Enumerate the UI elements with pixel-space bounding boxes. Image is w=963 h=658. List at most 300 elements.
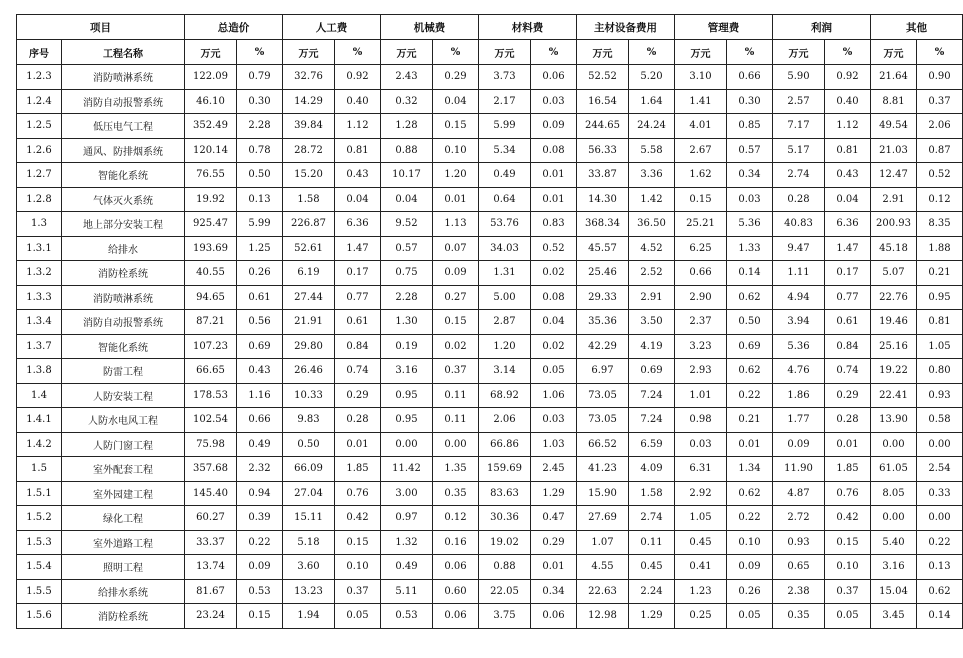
cell-material-percent: 0.09	[531, 114, 577, 139]
cell-total-amount: 122.09	[185, 65, 237, 90]
cell-total-amount: 33.37	[185, 530, 237, 555]
cell-seq: 1.4.2	[17, 432, 62, 457]
cell-total-percent: 0.69	[237, 334, 283, 359]
cell-equipment-percent: 1.42	[629, 187, 675, 212]
cell-labor-percent: 0.42	[335, 506, 381, 531]
table-body	[17, 65, 963, 629]
cell-other-amount: 0.00	[871, 432, 917, 457]
cell-labor-percent: 0.77	[335, 285, 381, 310]
group-header-row	[17, 15, 963, 40]
cell-management-percent: 0.10	[727, 530, 773, 555]
cell-profit-amount: 0.93	[773, 530, 825, 555]
cell-management-percent: 0.85	[727, 114, 773, 139]
cell-equipment-percent: 24.24	[629, 114, 675, 139]
cell-machine-percent: 0.00	[433, 432, 479, 457]
cell-management-amount: 3.23	[675, 334, 727, 359]
cell-machine-amount: 2.43	[381, 65, 433, 90]
cell-equipment-amount: 27.69	[577, 506, 629, 531]
cell-equipment-percent: 5.20	[629, 65, 675, 90]
cell-profit-amount: 1.86	[773, 383, 825, 408]
cell-labor-percent: 0.74	[335, 359, 381, 384]
cell-machine-amount: 0.00	[381, 432, 433, 457]
cell-total-percent: 0.66	[237, 408, 283, 433]
cell-profit-percent: 0.74	[825, 359, 871, 384]
cell-seq: 1.2.8	[17, 187, 62, 212]
cell-equipment-amount: 1.07	[577, 530, 629, 555]
cell-material-percent: 0.03	[531, 89, 577, 114]
cell-equipment-amount: 52.52	[577, 65, 629, 90]
cell-management-amount: 1.01	[675, 383, 727, 408]
cell-other-percent: 0.14	[917, 604, 963, 629]
cell-total-amount: 87.21	[185, 310, 237, 335]
cell-machine-percent: 0.10	[433, 138, 479, 163]
cell-equipment-percent: 2.52	[629, 261, 675, 286]
cell-labor-percent: 0.28	[335, 408, 381, 433]
cell-other-percent: 0.80	[917, 359, 963, 384]
header-unit-percent: %	[629, 40, 675, 65]
cell-profit-percent: 0.92	[825, 65, 871, 90]
cell-profit-amount: 5.36	[773, 334, 825, 359]
cell-machine-percent: 0.12	[433, 506, 479, 531]
cell-management-amount: 0.45	[675, 530, 727, 555]
cell-total-amount: 13.74	[185, 555, 237, 580]
table-row	[17, 138, 963, 163]
cell-total-percent: 5.99	[237, 212, 283, 237]
cell-total-amount: 925.47	[185, 212, 237, 237]
cell-total-amount: 40.55	[185, 261, 237, 286]
cell-labor-amount: 27.44	[283, 285, 335, 310]
cell-profit-percent: 0.42	[825, 506, 871, 531]
cell-profit-amount: 11.90	[773, 457, 825, 482]
cell-machine-amount: 0.95	[381, 383, 433, 408]
cell-material-amount: 0.64	[479, 187, 531, 212]
cell-material-percent: 0.02	[531, 334, 577, 359]
cell-profit-percent: 0.37	[825, 579, 871, 604]
table-row	[17, 555, 963, 580]
cell-profit-amount: 5.17	[773, 138, 825, 163]
cell-material-percent: 0.01	[531, 187, 577, 212]
cell-other-percent: 0.21	[917, 261, 963, 286]
cell-equipment-percent: 5.58	[629, 138, 675, 163]
cell-equipment-percent: 2.74	[629, 506, 675, 531]
cell-seq: 1.2.6	[17, 138, 62, 163]
cell-management-amount: 2.90	[675, 285, 727, 310]
table-row	[17, 285, 963, 310]
table-row	[17, 481, 963, 506]
cell-material-amount: 83.63	[479, 481, 531, 506]
cell-other-amount: 22.76	[871, 285, 917, 310]
cell-other-amount: 25.16	[871, 334, 917, 359]
cell-management-amount: 6.25	[675, 236, 727, 261]
cell-labor-percent: 0.17	[335, 261, 381, 286]
cell-equipment-percent: 6.59	[629, 432, 675, 457]
cell-machine-percent: 0.09	[433, 261, 479, 286]
cell-management-percent: 0.62	[727, 359, 773, 384]
cell-total-amount: 94.65	[185, 285, 237, 310]
cell-machine-amount: 1.32	[381, 530, 433, 555]
cell-other-amount: 61.05	[871, 457, 917, 482]
cell-profit-percent: 1.12	[825, 114, 871, 139]
cell-management-amount: 1.05	[675, 506, 727, 531]
cell-machine-amount: 1.28	[381, 114, 433, 139]
cell-project-name: 智能化系统	[62, 163, 185, 188]
cell-labor-amount: 10.33	[283, 383, 335, 408]
table-row	[17, 604, 963, 629]
cell-labor-percent: 0.37	[335, 579, 381, 604]
cell-other-percent: 0.81	[917, 310, 963, 335]
cell-machine-percent: 1.20	[433, 163, 479, 188]
cell-profit-amount: 40.83	[773, 212, 825, 237]
cell-machine-percent: 0.11	[433, 383, 479, 408]
cell-profit-amount: 3.94	[773, 310, 825, 335]
cell-material-percent: 1.29	[531, 481, 577, 506]
cell-other-amount: 49.54	[871, 114, 917, 139]
cell-total-percent: 0.22	[237, 530, 283, 555]
cell-other-amount: 5.40	[871, 530, 917, 555]
cell-seq: 1.3.4	[17, 310, 62, 335]
cell-labor-amount: 27.04	[283, 481, 335, 506]
cell-other-amount: 2.91	[871, 187, 917, 212]
cell-total-percent: 0.61	[237, 285, 283, 310]
cell-profit-percent: 6.36	[825, 212, 871, 237]
cell-management-amount: 2.93	[675, 359, 727, 384]
cell-profit-percent: 0.15	[825, 530, 871, 555]
cell-machine-amount: 0.49	[381, 555, 433, 580]
cell-other-amount: 3.45	[871, 604, 917, 629]
cell-labor-percent: 1.47	[335, 236, 381, 261]
cell-machine-amount: 0.19	[381, 334, 433, 359]
cell-equipment-amount: 35.36	[577, 310, 629, 335]
cell-seq: 1.5	[17, 457, 62, 482]
cell-profit-percent: 0.17	[825, 261, 871, 286]
cell-management-percent: 0.22	[727, 383, 773, 408]
cell-management-amount: 6.31	[675, 457, 727, 482]
cell-labor-percent: 0.76	[335, 481, 381, 506]
cell-equipment-percent: 4.52	[629, 236, 675, 261]
header-equipment-cost: 主材设备费用	[577, 15, 675, 40]
cell-management-percent: 0.03	[727, 187, 773, 212]
cell-labor-percent: 0.84	[335, 334, 381, 359]
cell-labor-percent: 0.04	[335, 187, 381, 212]
cell-management-amount: 2.67	[675, 138, 727, 163]
cell-machine-percent: 0.15	[433, 114, 479, 139]
cell-labor-percent: 0.01	[335, 432, 381, 457]
cell-equipment-amount: 244.65	[577, 114, 629, 139]
cell-profit-amount: 1.11	[773, 261, 825, 286]
cell-labor-amount: 14.29	[283, 89, 335, 114]
cell-management-amount: 25.21	[675, 212, 727, 237]
cell-material-amount: 5.00	[479, 285, 531, 310]
cell-profit-percent: 0.04	[825, 187, 871, 212]
cell-project-name: 防雷工程	[62, 359, 185, 384]
cell-machine-percent: 0.02	[433, 334, 479, 359]
cell-equipment-percent: 4.09	[629, 457, 675, 482]
cell-total-percent: 0.13	[237, 187, 283, 212]
cell-project-name: 给排水系统	[62, 579, 185, 604]
header-project-name: 工程名称	[62, 40, 185, 65]
header-unit-amount: 万元	[675, 40, 727, 65]
cell-management-percent: 0.21	[727, 408, 773, 433]
cell-equipment-amount: 22.63	[577, 579, 629, 604]
cell-equipment-amount: 73.05	[577, 383, 629, 408]
cell-total-percent: 0.49	[237, 432, 283, 457]
cell-other-percent: 0.13	[917, 555, 963, 580]
cell-labor-percent: 0.92	[335, 65, 381, 90]
cell-equipment-amount: 41.23	[577, 457, 629, 482]
cell-profit-percent: 1.47	[825, 236, 871, 261]
cell-other-amount: 22.41	[871, 383, 917, 408]
cell-profit-amount: 2.38	[773, 579, 825, 604]
header-unit-percent: %	[917, 40, 963, 65]
cell-other-percent: 1.05	[917, 334, 963, 359]
cell-material-percent: 0.08	[531, 285, 577, 310]
cell-material-amount: 3.14	[479, 359, 531, 384]
cell-total-percent: 0.50	[237, 163, 283, 188]
cell-other-percent: 0.33	[917, 481, 963, 506]
cell-total-amount: 107.23	[185, 334, 237, 359]
cell-profit-amount: 4.76	[773, 359, 825, 384]
cell-project-name: 消防自动报警系统	[62, 310, 185, 335]
cell-labor-amount: 5.18	[283, 530, 335, 555]
cell-total-amount: 145.40	[185, 481, 237, 506]
cell-labor-amount: 39.84	[283, 114, 335, 139]
cell-total-percent: 0.39	[237, 506, 283, 531]
cell-management-amount: 2.92	[675, 481, 727, 506]
cell-equipment-amount: 45.57	[577, 236, 629, 261]
cell-material-amount: 2.06	[479, 408, 531, 433]
cell-other-percent: 0.87	[917, 138, 963, 163]
cell-project-name: 照明工程	[62, 555, 185, 580]
cell-equipment-amount: 29.33	[577, 285, 629, 310]
cell-management-amount: 2.37	[675, 310, 727, 335]
cell-total-amount: 76.55	[185, 163, 237, 188]
cell-management-amount: 0.41	[675, 555, 727, 580]
cell-total-percent: 0.26	[237, 261, 283, 286]
cell-equipment-amount: 6.97	[577, 359, 629, 384]
cell-seq: 1.2.5	[17, 114, 62, 139]
cell-other-amount: 200.93	[871, 212, 917, 237]
header-unit-percent: %	[531, 40, 577, 65]
cell-material-percent: 2.45	[531, 457, 577, 482]
cell-machine-amount: 2.28	[381, 285, 433, 310]
cell-seq: 1.2.3	[17, 65, 62, 90]
cell-equipment-amount: 42.29	[577, 334, 629, 359]
cell-management-percent: 0.30	[727, 89, 773, 114]
header-machine-cost: 机械费	[381, 15, 479, 40]
header-unit-percent: %	[727, 40, 773, 65]
cell-machine-amount: 0.95	[381, 408, 433, 433]
cell-other-amount: 21.03	[871, 138, 917, 163]
cell-management-amount: 0.98	[675, 408, 727, 433]
cell-management-percent: 0.01	[727, 432, 773, 457]
cell-material-amount: 3.75	[479, 604, 531, 629]
table-row	[17, 65, 963, 90]
cell-other-percent: 0.22	[917, 530, 963, 555]
cell-other-amount: 15.04	[871, 579, 917, 604]
table-row	[17, 163, 963, 188]
header-unit-amount: 万元	[185, 40, 237, 65]
table-row	[17, 432, 963, 457]
cell-labor-percent: 0.81	[335, 138, 381, 163]
cell-material-percent: 0.03	[531, 408, 577, 433]
cell-management-percent: 0.34	[727, 163, 773, 188]
header-labor-cost: 人工费	[283, 15, 381, 40]
cell-management-amount: 0.15	[675, 187, 727, 212]
cell-other-percent: 0.37	[917, 89, 963, 114]
cell-total-percent: 1.25	[237, 236, 283, 261]
cell-material-percent: 0.04	[531, 310, 577, 335]
cell-material-amount: 66.86	[479, 432, 531, 457]
cell-other-percent: 1.88	[917, 236, 963, 261]
cell-profit-amount: 5.90	[773, 65, 825, 90]
cell-total-percent: 0.15	[237, 604, 283, 629]
cell-material-percent: 0.47	[531, 506, 577, 531]
cell-total-amount: 357.68	[185, 457, 237, 482]
cell-machine-percent: 0.06	[433, 555, 479, 580]
cell-equipment-amount: 12.98	[577, 604, 629, 629]
cell-total-amount: 66.65	[185, 359, 237, 384]
header-management-fee: 管理费	[675, 15, 773, 40]
cell-profit-percent: 0.76	[825, 481, 871, 506]
header-seq: 序号	[17, 40, 62, 65]
cell-management-amount: 1.23	[675, 579, 727, 604]
cell-seq: 1.5.3	[17, 530, 62, 555]
cell-material-amount: 30.36	[479, 506, 531, 531]
cell-project-name: 室外道路工程	[62, 530, 185, 555]
cell-machine-amount: 9.52	[381, 212, 433, 237]
cell-equipment-amount: 14.30	[577, 187, 629, 212]
table-row	[17, 334, 963, 359]
table-row	[17, 114, 963, 139]
cell-labor-percent: 1.12	[335, 114, 381, 139]
cell-profit-amount: 2.57	[773, 89, 825, 114]
cell-material-percent: 0.08	[531, 138, 577, 163]
cell-profit-amount: 0.35	[773, 604, 825, 629]
cell-labor-amount: 1.58	[283, 187, 335, 212]
cell-profit-percent: 0.43	[825, 163, 871, 188]
cell-machine-amount: 0.53	[381, 604, 433, 629]
cell-equipment-percent: 2.24	[629, 579, 675, 604]
cell-project-name: 消防栓系统	[62, 261, 185, 286]
cell-equipment-percent: 3.36	[629, 163, 675, 188]
cell-material-percent: 0.05	[531, 359, 577, 384]
cell-management-percent: 5.36	[727, 212, 773, 237]
cell-management-amount: 1.41	[675, 89, 727, 114]
cell-equipment-amount: 4.55	[577, 555, 629, 580]
header-unit-amount: 万元	[479, 40, 531, 65]
cell-profit-percent: 1.85	[825, 457, 871, 482]
cell-machine-amount: 3.16	[381, 359, 433, 384]
cell-labor-amount: 15.11	[283, 506, 335, 531]
cell-equipment-percent: 1.58	[629, 481, 675, 506]
cell-other-percent: 0.93	[917, 383, 963, 408]
cell-seq: 1.5.1	[17, 481, 62, 506]
table-row	[17, 261, 963, 286]
cell-other-amount: 45.18	[871, 236, 917, 261]
cell-project-name: 消防喷淋系统	[62, 285, 185, 310]
cell-seq: 1.5.6	[17, 604, 62, 629]
cell-management-percent: 0.22	[727, 506, 773, 531]
cell-labor-percent: 0.29	[335, 383, 381, 408]
cell-labor-percent: 6.36	[335, 212, 381, 237]
cell-material-percent: 0.52	[531, 236, 577, 261]
cell-machine-amount: 0.57	[381, 236, 433, 261]
cell-seq: 1.3.2	[17, 261, 62, 286]
cell-total-percent: 0.30	[237, 89, 283, 114]
cell-material-amount: 1.20	[479, 334, 531, 359]
cell-other-amount: 19.22	[871, 359, 917, 384]
cell-total-amount: 120.14	[185, 138, 237, 163]
cell-material-amount: 2.17	[479, 89, 531, 114]
cell-total-amount: 352.49	[185, 114, 237, 139]
table-row	[17, 310, 963, 335]
cell-material-amount: 68.92	[479, 383, 531, 408]
cell-profit-amount: 7.17	[773, 114, 825, 139]
header-profit: 利润	[773, 15, 871, 40]
cell-material-amount: 5.34	[479, 138, 531, 163]
cell-management-amount: 1.62	[675, 163, 727, 188]
cell-profit-amount: 0.65	[773, 555, 825, 580]
cell-total-amount: 46.10	[185, 89, 237, 114]
cell-project-name: 绿化工程	[62, 506, 185, 531]
header-unit-amount: 万元	[283, 40, 335, 65]
cell-equipment-amount: 368.34	[577, 212, 629, 237]
cell-project-name: 地上部分安装工程	[62, 212, 185, 237]
cell-management-percent: 0.09	[727, 555, 773, 580]
cell-machine-percent: 0.35	[433, 481, 479, 506]
cell-equipment-percent: 36.50	[629, 212, 675, 237]
cell-equipment-percent: 0.69	[629, 359, 675, 384]
cell-total-percent: 0.78	[237, 138, 283, 163]
cell-material-amount: 5.99	[479, 114, 531, 139]
cell-project-name: 消防喷淋系统	[62, 65, 185, 90]
cell-machine-percent: 0.04	[433, 89, 479, 114]
cell-material-amount: 0.88	[479, 555, 531, 580]
cell-management-percent: 1.34	[727, 457, 773, 482]
cell-machine-amount: 11.42	[381, 457, 433, 482]
cell-machine-percent: 0.37	[433, 359, 479, 384]
cell-profit-percent: 0.77	[825, 285, 871, 310]
cell-management-amount: 4.01	[675, 114, 727, 139]
cell-material-percent: 1.03	[531, 432, 577, 457]
cell-labor-amount: 21.91	[283, 310, 335, 335]
header-material-cost: 材料费	[479, 15, 577, 40]
cell-management-percent: 0.66	[727, 65, 773, 90]
cell-total-amount: 102.54	[185, 408, 237, 433]
cell-machine-percent: 0.07	[433, 236, 479, 261]
cell-profit-amount: 1.77	[773, 408, 825, 433]
cell-total-amount: 19.92	[185, 187, 237, 212]
cell-labor-percent: 0.05	[335, 604, 381, 629]
table-row	[17, 89, 963, 114]
cell-project-name: 低压电气工程	[62, 114, 185, 139]
cell-total-percent: 0.56	[237, 310, 283, 335]
cell-other-amount: 19.46	[871, 310, 917, 335]
cell-management-percent: 0.69	[727, 334, 773, 359]
sub-header-row	[17, 40, 963, 65]
cell-project-name: 消防栓系统	[62, 604, 185, 629]
cell-project-name: 消防自动报警系统	[62, 89, 185, 114]
cell-total-percent: 0.94	[237, 481, 283, 506]
cell-profit-amount: 9.47	[773, 236, 825, 261]
cell-labor-percent: 1.85	[335, 457, 381, 482]
cell-profit-amount: 2.72	[773, 506, 825, 531]
cell-other-amount: 8.81	[871, 89, 917, 114]
cell-machine-amount: 0.75	[381, 261, 433, 286]
cell-management-percent: 0.50	[727, 310, 773, 335]
cell-project-name: 室外园建工程	[62, 481, 185, 506]
cell-other-percent: 8.35	[917, 212, 963, 237]
